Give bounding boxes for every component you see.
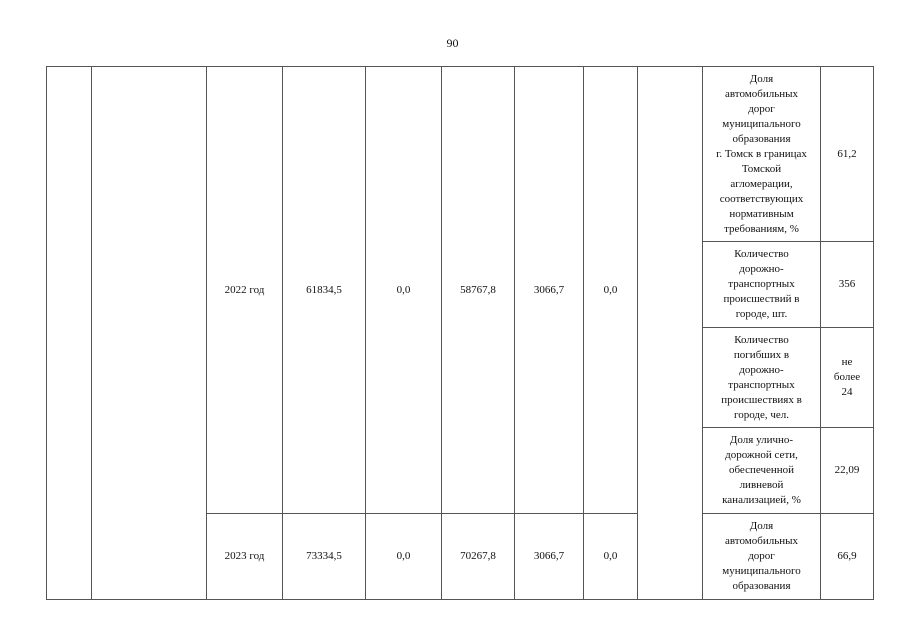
indicator-name: Количество погибших в дорожно- транспортных происшествиях в городе, чел. <box>703 328 821 428</box>
table-row <box>47 67 874 242</box>
indicator-name: Доля автомобильных дорог муниципального образования <box>703 514 821 600</box>
local-cell: 3066,7 <box>515 514 584 600</box>
indicator-name: Количество дорожно- транспортных происшествий в городе, шт. <box>703 242 821 328</box>
empty-cell <box>47 67 92 600</box>
indicator-name: Доля улично- дорожной сети, обеспеченной ливневой канализацией, % <box>703 428 821 514</box>
indicator-value: 356 <box>821 242 874 328</box>
total-cell: 73334,5 <box>283 514 366 600</box>
indicator-value: не более 24 <box>821 328 874 428</box>
federal-cell: 0,0 <box>366 67 442 514</box>
empty-cell <box>638 67 703 600</box>
other-cell: 0,0 <box>584 514 638 600</box>
budget-table <box>46 66 874 600</box>
regional-cell: 58767,8 <box>442 67 515 514</box>
year-cell: 2022 год <box>207 67 283 514</box>
indicator-value: 22,09 <box>821 428 874 514</box>
indicator-value: 66,9 <box>821 514 874 600</box>
total-cell: 61834,5 <box>283 67 366 514</box>
other-cell: 0,0 <box>584 67 638 514</box>
federal-cell: 0,0 <box>366 514 442 600</box>
empty-cell <box>92 67 207 600</box>
year-cell: 2023 год <box>207 514 283 600</box>
regional-cell: 70267,8 <box>442 514 515 600</box>
indicator-value: 61,2 <box>821 67 874 242</box>
page-number: 90 <box>446 36 459 50</box>
local-cell: 3066,7 <box>515 67 584 514</box>
indicator-name: Доля автомобильных дорог муниципального образования г. Томск в границах Томской агломерации, соответствующих нормативным требованиям, % <box>703 67 821 242</box>
